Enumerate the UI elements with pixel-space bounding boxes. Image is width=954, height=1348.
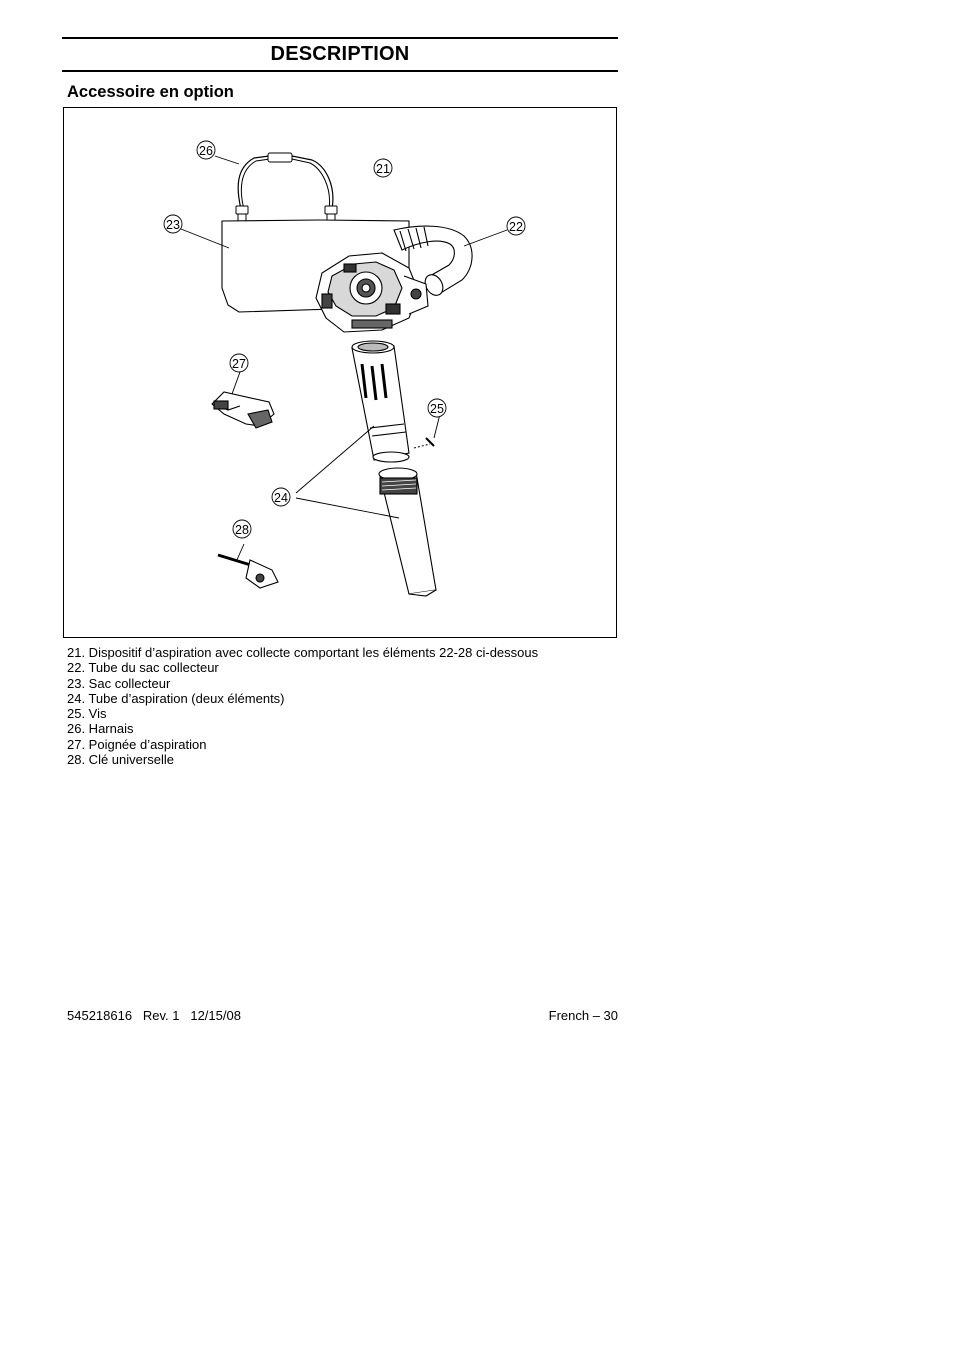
callout-22: [507, 217, 525, 235]
svg-text:22: 22: [509, 220, 523, 234]
callout-21: [374, 159, 392, 177]
callout-25: [428, 399, 446, 417]
subsection-heading: Accessoire en option: [67, 83, 234, 101]
harness-drawing: [236, 153, 337, 224]
svg-text:24: 24: [274, 491, 288, 505]
callout-27: [230, 354, 248, 372]
svg-text:26: 26: [199, 144, 213, 158]
suction-handle-drawing: [212, 392, 274, 428]
callout-26: [197, 141, 215, 159]
parts-list-item-26: 26. Harnais: [67, 721, 134, 737]
callout-leader-lines: [181, 156, 507, 562]
svg-text:21: 21: [376, 162, 390, 176]
svg-text:23: 23: [166, 218, 180, 232]
callout-28: [233, 520, 251, 538]
parts-list-item-28: 28. Clé universelle: [67, 752, 174, 768]
accessory-illustration: [63, 107, 617, 638]
wrench-drawing: [218, 555, 278, 588]
top-rule: [62, 37, 618, 39]
footer-page-label: French – 30: [548, 1008, 618, 1023]
parts-list-item-24: 24. Tube d’aspiration (deux éléments): [67, 690, 285, 706]
parts-list-item-22: 22. Tube du sac collecteur: [67, 660, 219, 676]
parts-list-item-23: 23. Sac collecteur: [67, 675, 171, 691]
title-underline-rule: [62, 70, 618, 72]
svg-text:25: 25: [430, 402, 444, 416]
svg-text:28: 28: [235, 523, 249, 537]
svg-text:27: 27: [232, 357, 246, 371]
section-title: DESCRIPTION: [270, 43, 410, 65]
parts-list: [67, 645, 538, 767]
parts-list-item-27: 27. Poignée d’aspiration: [67, 736, 207, 752]
parts-list-item-25: 25. Vis: [67, 706, 107, 722]
screw-drawing: [414, 438, 434, 448]
suction-tube-upper-drawing: [352, 341, 409, 462]
suction-tube-lower-drawing: [379, 468, 436, 596]
callout-24: [272, 488, 290, 506]
callout-23: [164, 215, 182, 233]
parts-list-item-21: 21. Dispositif d’aspiration avec collecte comportant les éléments 22-28 ci-dessous: [67, 645, 539, 660]
footer-doc-info: 545218616 Rev. 1 12/15/08: [67, 1008, 241, 1023]
